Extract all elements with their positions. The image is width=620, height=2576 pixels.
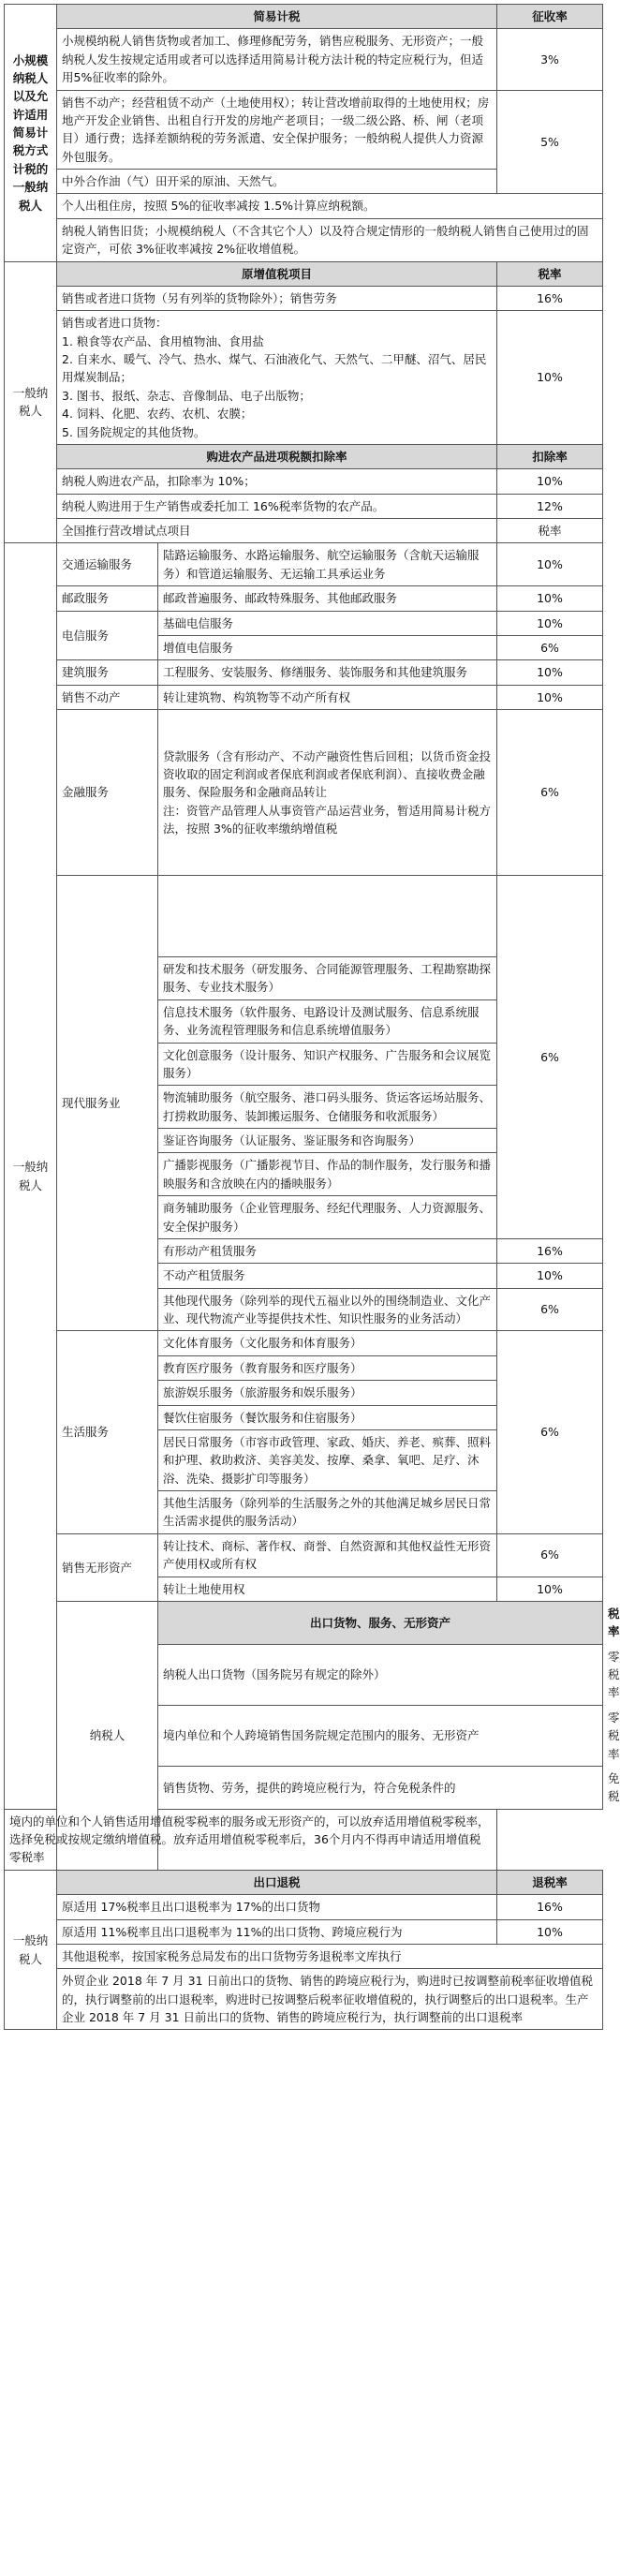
modern-lease-rate-1: 16% bbox=[497, 1238, 603, 1263]
cat-postal-rate: 10% bbox=[497, 586, 603, 611]
life-item: 文化体育服务（文化服务和体育服务） bbox=[158, 1331, 497, 1355]
cat-realestate-item: 转让建筑物、构筑物等不动产所有权 bbox=[158, 685, 497, 709]
cat-telecom-item-2: 增值电信服务 bbox=[158, 635, 497, 659]
modern-lease-1: 有形动产租赁服务 bbox=[158, 1238, 497, 1263]
refund-title: 出口退税 bbox=[57, 1870, 497, 1894]
cat-telecom: 电信服务 bbox=[57, 611, 158, 660]
general-goods-rate: 10% bbox=[497, 311, 603, 445]
simple-rate-1: 3% bbox=[497, 29, 603, 90]
cat-construction: 建筑服务 bbox=[57, 660, 158, 685]
general-rate-header: 税率 bbox=[497, 261, 603, 286]
life-item: 教育医疗服务（教育服务和医疗服务） bbox=[158, 1355, 497, 1380]
cat-modern-rate: 6% bbox=[497, 876, 603, 1239]
goods-item: 5. 国务院规定的其他货物。 bbox=[62, 424, 206, 439]
modern-item: 商务辅助服务（企业管理服务、经纪代理服务、人力资源服务、安全保护服务） bbox=[158, 1196, 497, 1239]
refund-row-3: 其他退税率，按国家税务总局发布的出口货物劳务退税率文库执行 bbox=[57, 1944, 603, 1968]
cat-finance: 金融服务 bbox=[57, 710, 158, 876]
export-side-label: 纳税人 bbox=[57, 1601, 158, 1870]
modern-item: 广播影视服务（广播影视节目、作品的制作服务，发行服务和播映服务和含放映在内的播映服务） bbox=[158, 1153, 497, 1196]
modern-item: 文化创意服务（设计服务、知识产权服务、广告服务和会议展览服务） bbox=[158, 1043, 497, 1086]
cat-modern: 现代服务业 bbox=[57, 876, 158, 1331]
refund-rate-header: 退税率 bbox=[497, 1870, 603, 1894]
intangible-rate-2: 10% bbox=[497, 1577, 603, 1601]
deduct-title: 购进农产品进项税额扣除率 bbox=[57, 444, 497, 468]
cat-finance-item: 贷款服务（含有形动产、不动产融资性售后回租；以货币资金投资收取的固定利润或者保底利润或者保底利润）、直接收费金融服务、保险服务和金融商品转让 注：资管产品管理人从事资管产品运营业务，暂适用简易计税方法，按照 3%的征收率缴纳增值税 bbox=[158, 710, 497, 876]
general-side-label: 一般纳税人 bbox=[5, 261, 57, 543]
export-row-4: 境内的单位和个人销售适用增值税零税率的服务或无形资产的，可以放弃适用增值税零税率，选择免税或按规定缴纳增值税。放弃适用增值税零税率后，36个月内不得再申请适用增值税零税率 bbox=[5, 1809, 497, 1870]
export-title: 出口货物、服务、无形资产 bbox=[158, 1601, 603, 1644]
deduct-header: 扣除率 bbox=[497, 444, 603, 468]
simple-row-4: 个人出租住房，按照 5%的征收率减按 1.5%计算应纳税额。 bbox=[57, 194, 603, 218]
deduct-rate-1: 10% bbox=[497, 469, 603, 494]
simple-title: 简易计税 bbox=[57, 5, 497, 29]
cat-postal-item: 邮政普遍服务、邮政特殊服务、其他邮政服务 bbox=[158, 586, 497, 611]
cat-realestate-rate: 10% bbox=[497, 685, 603, 709]
life-item: 居民日常服务（市容市政管理、家政、婚庆、养老、殡葬、照料和护理、救助救济、美容美发、按摩、桑拿、氧吧、足疗、沐浴、洗染、摄影扩印等服务） bbox=[158, 1429, 497, 1490]
export-row-2: 境内单位和个人跨境销售国务院规定范围内的服务、无形资产 bbox=[158, 1705, 603, 1766]
deduct-rate-2: 12% bbox=[497, 494, 603, 518]
modern-item: 鉴证咨询服务（认证服务、鉴证服务和咨询服务） bbox=[158, 1129, 497, 1153]
export-row-1: 纳税人出口货物（国务院另有规定的除外） bbox=[158, 1644, 603, 1705]
simple-rate-2: 5% bbox=[497, 90, 603, 194]
cat-finance-rate: 6% bbox=[497, 710, 603, 876]
cat-construction-item: 工程服务、安装服务、修缮服务、装饰服务和其他建筑服务 bbox=[158, 660, 497, 685]
goods-item: 1. 粮食等农产品、食用植物油、食用盐 bbox=[62, 333, 264, 348]
simple-row-1: 小规模纳税人销售货物或者加工、修理修配劳务，销售应税服务、无形资产；一般纳税人发生按规定适用或者可以选择适用简易计税方法计税的特定应税行为，但适用5%征收率的除外。 bbox=[57, 29, 497, 90]
simple-row-5: 纳税人销售旧货；小规模纳税人（不含其它个人）以及符合规定情形的一般纳税人销售自己使用过的固定资产，可依 3%征收率减按 2%征收增值税。 bbox=[57, 218, 603, 261]
cat-transport-item: 陆路运输服务、水路运输服务、航空运输服务（含航天运输服务）和管道运输服务、无运输工具承运业务 bbox=[158, 543, 497, 586]
refund-side-label: 一般纳税人 bbox=[5, 1870, 57, 2030]
goods-item: 3. 图书、报纸、杂志、音像制品、电子出版物； bbox=[62, 388, 311, 403]
modern-item: 研发和技术服务（研发服务、合同能源管理服务、工程勘察勘探服务、专业技术服务） bbox=[158, 957, 497, 1000]
modern-lease-2: 不动产租赁服务 bbox=[158, 1264, 497, 1288]
cat-realestate: 销售不动产 bbox=[57, 685, 158, 709]
modern-other: 其他现代服务（除列举的现代五福业以外的围绕制造业、文化产业、现代物流产业等提供技术性、知识性服务的业务活动） bbox=[158, 1288, 497, 1331]
refund-rate-2: 10% bbox=[497, 1919, 603, 1944]
cat-telecom-item-1: 基础电信服务 bbox=[158, 611, 497, 635]
cat-postal: 邮政服务 bbox=[57, 586, 158, 611]
cat-telecom-rate-1: 10% bbox=[497, 611, 603, 635]
general-sales-row: 销售或者进口货物（另有列举的货物除外）；销售劳务 bbox=[57, 286, 497, 310]
deduct-row-2: 纳税人购进用于生产销售或委托加工 16%税率货物的农产品。 bbox=[57, 494, 497, 518]
life-item: 餐饮住宿服务（餐饮服务和住宿服务） bbox=[158, 1405, 497, 1429]
intangible-item-1: 转让技术、商标、著作权、商誉、自然资源和其他权益性无形资产使用权或所有权 bbox=[158, 1533, 497, 1577]
simple-rate-header: 征收率 bbox=[497, 5, 603, 29]
modern-lease-rate-2: 10% bbox=[497, 1264, 603, 1288]
intangible-item-2: 转让土地使用权 bbox=[158, 1577, 497, 1601]
life-item: 其他生活服务（除列举的生活服务之外的其他满足城乡居民日常生活需求提供的服务活动） bbox=[158, 1491, 497, 1534]
cat-intangible: 销售无形资产 bbox=[57, 1533, 158, 1601]
life-item: 旅游娱乐服务（旅游服务和娱乐服务） bbox=[158, 1381, 497, 1405]
cat-telecom-rate-2: 6% bbox=[497, 635, 603, 659]
refund-row-2: 原适用 11%税率且出口退税率为 11%的出口货物、跨境应税行为 bbox=[57, 1919, 497, 1944]
general-goods-list bbox=[57, 311, 497, 445]
cat-construction-rate: 10% bbox=[497, 660, 603, 685]
reform-title: 全国推行营改增试点项目 bbox=[57, 519, 497, 543]
refund-row-4: 外贸企业 2018 年 7 月 31 日前出口的货物、销售的跨境应税行为，购进时已按调整前税率征收增值税的，执行调整前的出口退税率，购进时已按调整后税率征收增值税的，执行调整后的出口退税率。生产企业 2018 年 7 月 31 日前出口的货物、销售的跨境应税行为，执行调整前的出口退税率 bbox=[57, 1969, 603, 2030]
modern-item: 信息技术服务（软件服务、电路设计及测试服务、信息系统服务、业务流程管理服务和信息系统增值服务） bbox=[158, 999, 497, 1043]
goods-item: 2. 自来水、暖气、冷气、热水、煤气、石油液化气、天然气、二甲醚、沼气、居民用煤炭制品； bbox=[62, 352, 487, 385]
cat-life: 生活服务 bbox=[57, 1331, 158, 1533]
export-row-3: 销售货物、劳务，提供的跨境应税行为，符合免税条件的 bbox=[158, 1766, 603, 1809]
simple-row-3: 中外合作油（气）田开采的原油、天然气。 bbox=[57, 170, 497, 194]
general-title: 原增值税项目 bbox=[57, 261, 497, 286]
cat-transport: 交通运输服务 bbox=[57, 543, 158, 586]
simple-side-label: 小规模纳税人以及允许适用简易计税方式计税的一般纳税人 bbox=[5, 5, 57, 262]
reform-side-label: 一般纳税人 bbox=[5, 543, 57, 1809]
modern-other-rate: 6% bbox=[497, 1288, 603, 1331]
intangible-rate-1: 6% bbox=[497, 1533, 603, 1577]
goods-intro: 销售或者进口货物： bbox=[62, 316, 168, 331]
reform-rate-header: 税率 bbox=[497, 519, 603, 543]
refund-row-1: 原适用 17%税率且出口退税率为 17%的出口货物 bbox=[57, 1895, 497, 1919]
modern-item: 物流辅助服务（航空服务、港口码头服务、货运客运场站服务、打捞救助服务、装卸搬运服务、仓储服务和收派服务） bbox=[158, 1086, 497, 1129]
goods-item: 4. 饲料、化肥、农药、农机、农膜； bbox=[62, 407, 253, 422]
simple-row-2: 销售不动产；经营租赁不动产（土地使用权）；转让营改增前取得的土地使用权；房地产开发企业销售、出租自行开发的房地产老项目；一级二级公路、桥、闸（老项目）通行费；选择差额纳税的劳务派遣、安全保护服务；一般纳税人提供人力资源外包服务。 bbox=[57, 90, 497, 170]
general-sales-rate: 16% bbox=[497, 286, 603, 310]
vat-rate-table: 小规模纳税人以及允许适用简易计税方式计税的一般纳税人 简易计税 征收率 小规模纳税人销售货物或者加工、修理修配劳务，销售应税服务、无形资产；一般纳税人发生按规定适用或者可以选择适用简易计税方法计税的特定应税行为，但适用5%征收率的除外。 3% 销售不动产；经营租赁不动产（土地使用权）；转让营改增前取得的土地使用权；房地产开发企业销售、出租自行开发的房地产老项目；一级二级公路、桥、闸（老项目）通行费；选择差额纳税的劳务派遣、安全保护服务；一般纳税人提供人力资源外包服务。 5% 中外合作油（气）田开采的原油、天然气。 个人出租住房，按照 5%的征收率减按 1.5%计算应纳税额。 纳税人销售旧货；小规模纳税人（不含其它个人）以及符合规定情形的一般纳税人销售自己使用过的固定资产，可依 3%征收率减按 2%征收增值税。 一般纳税人 原增值税项目 税率 销售或者进口货物（另有列举的货物除外）；销售劳务 16% 销售或者进口货物： 1. 粮食等农产品、食用植物油、食用盐 2. 自来水、暖气、冷气、热水、煤气、石油液化气、天然气、二甲醚、沼气、居民用煤炭制品； 3. 图书、报纸、杂志、音像制品、电子出版物； 4. 饲料、化肥、农药、农机、农膜； 5. 国务院规定的其他货物。 10% 购进农产品进项税额扣除率 扣除率 纳税人购进农产品，扣除率为 10%； 10% 纳税人购进用于生产销售或委托加工 16%税率货物的农产品。 12% 全国推行营改增试点项目 税率 一般纳税人 交通运输服务 陆路运输服务、水路运输服务、航空运输服务（含航天运输服务）和管道运输服务、无运输工具承运业务 10% 邮政服务 邮政普遍服务、邮政特殊服务、其他邮政服务 10% 电信服务 基础电信服务 10% 增值电信服务 6% 建筑服务 工程服务、安装服务、修缮服务、装饰服务和其他建筑服务 10% 销售不动产 转让建筑物、构筑物等不动产所有权 10% 金融服务 贷款服务（含有形动产、不动产融资性售后回租；以货币资金投资收取的固定利润或者保底利润或者保底利润）、直接收费金融服务、保险服务和金融商品转让 注：资管产品管理人从事资管产品运营业务，暂适用简易计税方法，按照 3%的征收率缴纳增值税 6% 现代服务业 6% 研发和技术服务（研发服务、合同能源管理服务、工程勘察勘探服务、专业技术服务） 信息技术服务（软件服务、电路设计及测试服务、信息系统服务、业务流程管理服务和信息系统增值服务） 文化创意服务（设计服务、知识产权服务、广告服务和会议展览服务） 物流辅助服务（航空服务、港口码头服务、货运客运场站服务、打捞救助服务、装卸搬运服务、仓储服务和收派服务） 鉴证咨询服务（认证服务、鉴证服务和咨询服务） 广播影视服务（广播影视节目、作品的制作服务，发行服务和播映服务和含放映在内的播映服务） 商务辅助服务（企业管理服务、经纪代理服务、人力资源服务、安全保护服务） 有形动产租赁服务 16% 不动产租赁服务 10% 其他现代服务（除列举的现代五福业以外的围绕制造业、文化产业、现代物流产业等提供技术性、知识性服务的业务活动） 6% 生活服务 文化体育服务（文化服务和体育服务） 6% 教育医疗服务（教育服务和医疗服务） 旅游娱乐服务（旅游服务和娱乐服务） 餐饮住宿服务（餐饮服务和住宿服务） 居民日常服务（市容市政管理、家政、婚庆、养老、殡葬、照料和护理、救助救济、美容美发、按摩、桑拿、氧吧、足疗、沐浴、洗染、摄影扩印等服务） 其他生活服务（除列举的生活服务之外的其他满足城乡居民日常生活需求提供的服务活动） 销售无形资产 转让技术、商标、著作权、商誉、自然资源和其他权益性无形资产使用权或所有权 6% 转让土地使用权 10% 纳税人 出口货物、服务、无形资产 税率 纳税人出口货物（国务院另有规定的除外） 零税率 境内单位和个人跨境销售国务院规定范围内的服务、无形资产 零税率 销售货物、劳务，提供的跨境应税行为，符合免税条件的 免税 境内的单位和个人销售适用增值税零税率的服务或无形资产的，可以放弃适用增值税零税率，选择免税或按规定缴纳增值税。放弃适用增值税零税率后，36个月内不得再申请适用增值税零税率 一般纳税人 出口退税 退税率 原适用 17%税率且出口退税率为 17%的出口货物 16% 原适用 11%税率且出口退税率为 11%的出口货物、跨境应税行为 10% 其他退税率，按国家税务总局发布的出口货物劳务退税率文库执行 外贸企业 2018 年 7 月 31 日前出口的货物、销售的跨境应税行为，购进时已按调整前税率征收增值税的，执行调整前的出口退税率，购进时已按调整后税率征收增值税的，执行调整后的出口退税率。生产企业 2018 年 7 月 31 日前出口的货物、销售的跨境应税行为，执行调整前的出口退税率 bbox=[4, 4, 603, 2030]
deduct-row-1: 纳税人购进农产品，扣除率为 10%； bbox=[57, 469, 497, 494]
cat-transport-rate: 10% bbox=[497, 543, 603, 586]
refund-rate-1: 16% bbox=[497, 1895, 603, 1919]
cat-life-rate: 6% bbox=[497, 1331, 603, 1533]
